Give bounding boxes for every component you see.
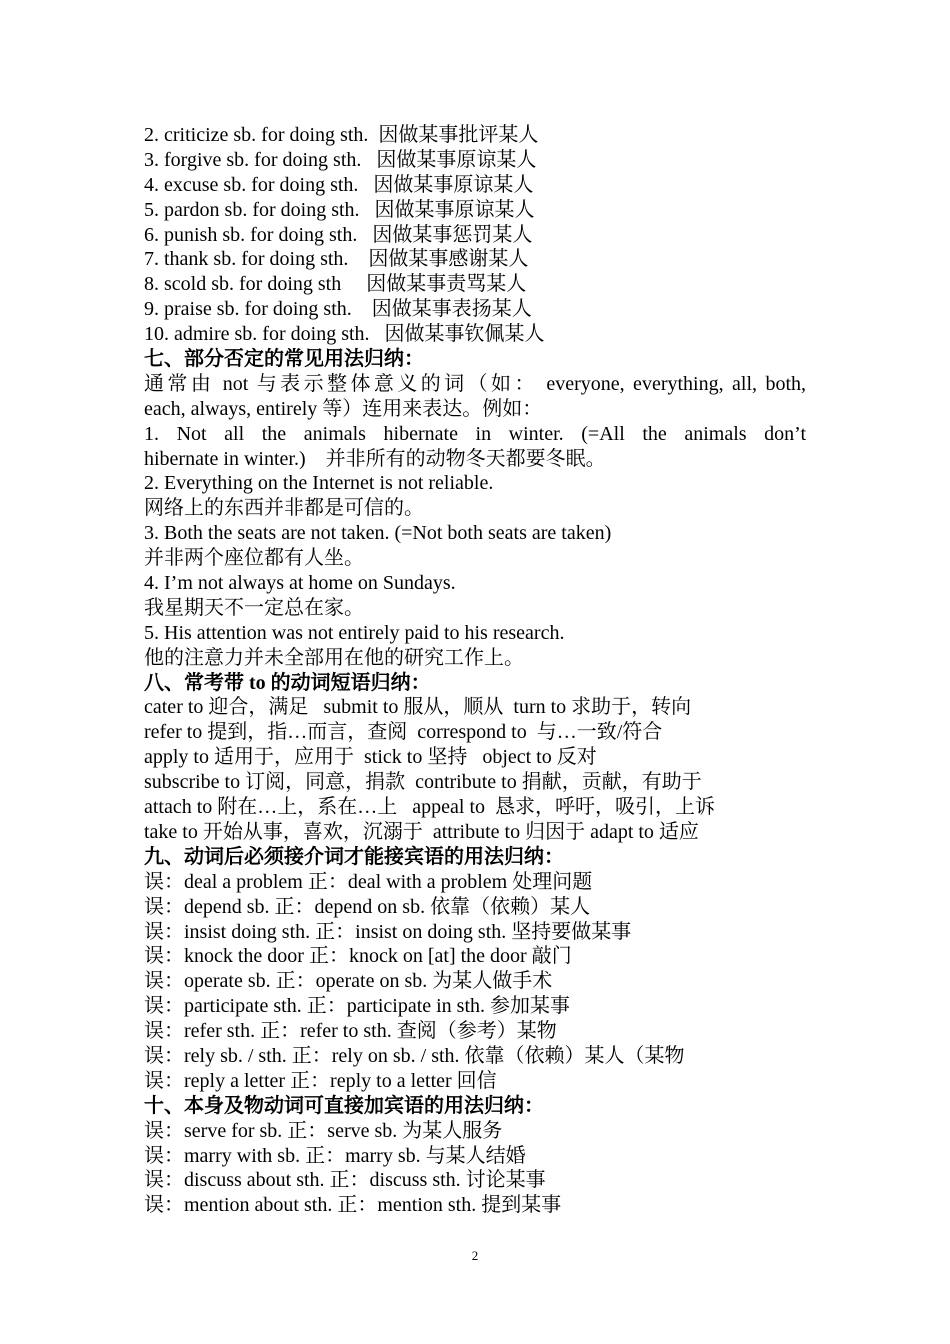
text-line: hibernate in winter.) 并非所有的动物冬天都要冬眠。	[144, 447, 606, 470]
text-line: 4. excuse sb. for doing sth. 因做某事原谅某人	[144, 173, 534, 196]
text-line: 误：rely sb. / sth. 正：rely on sb. / sth. 依靠（依赖）某人（某物	[144, 1044, 685, 1067]
section-heading: 九、动词后必须接介词才能接宾语的用法归纳：	[144, 845, 564, 868]
text-line: apply to 适用于，应用于 stick to 坚持 object to 反对	[144, 746, 597, 769]
text-line: 误：reply a letter 正：reply to a letter 回信	[144, 1069, 497, 1092]
text-line: 误：operate sb. 正：operate on sb. 为某人做手术	[144, 970, 553, 993]
text-line: 8. scold sb. for doing sth 因做某事责骂某人	[144, 273, 527, 296]
text-line: 误：marry with sb. 正：marry sb. 与某人结婚	[144, 1144, 526, 1167]
text-line: 误：knock the door 正：knock on [at] the door 敲门	[144, 945, 572, 968]
text-line: 误：participate sth. 正：participate in sth. 参加某事	[144, 995, 571, 1018]
text-line: 3. forgive sb. for doing sth. 因做某事原谅某人	[144, 148, 537, 171]
text-line: 我星期天不一定总在家。	[144, 596, 364, 619]
text-line: 误：discuss about sth. 正：discuss sth. 讨论某事	[144, 1169, 546, 1192]
text-line: cater to 迎合，满足 submit to 服从，顺从 turn to 求助于，转向	[144, 696, 692, 719]
section-heading: 十、本身及物动词可直接加宾语的用法归纳：	[144, 1094, 544, 1117]
text-line: 误：refer sth. 正：refer to sth. 查阅（参考）某物	[144, 1020, 557, 1043]
text-line: 5. pardon sb. for doing sth. 因做某事原谅某人	[144, 198, 535, 221]
text-line: 误：deal a problem 正：deal with a problem 处理问题	[144, 870, 593, 893]
text-line: attach to 附在…上，系在…上 appeal to 恳求，呼吁，吸引，上诉	[144, 796, 716, 819]
text-line: subscribe to 订阅，同意，捐款 contribute to 捐献，贡献，有助于	[144, 771, 702, 794]
text-line: 3. Both the seats are not taken. (=Not both seats are taken)	[144, 522, 612, 545]
text-line: 1. Not all the animals hibernate in winter. (=All the animals don’t	[144, 422, 806, 445]
text-line: 2. Everything on the Internet is not reliable.	[144, 472, 494, 495]
text-line: 7. thank sb. for doing sth. 因做某事感谢某人	[144, 248, 529, 271]
text-line: 通常由 not 与表示整体意义的词（如： everyone, everything, all, both,	[144, 372, 806, 395]
section-heading: 八、常考带 to 的动词短语归纳：	[144, 671, 431, 694]
page-number: 2	[471, 1248, 479, 1263]
text-line: 误：mention about sth. 正：mention sth. 提到某事	[144, 1194, 562, 1217]
text-line: refer to 提到，指…而言，查阅 correspond to 与…一致/符合	[144, 721, 663, 744]
text-line: 并非两个座位都有人坐。	[144, 547, 364, 570]
text-line: 9. praise sb. for doing sth. 因做某事表扬某人	[144, 298, 532, 321]
document-body	[144, 123, 806, 1218]
text-line: 误：depend sb. 正：depend on sb. 依靠（依赖）某人	[144, 895, 591, 918]
section-heading: 七、部分否定的常见用法归纳：	[144, 348, 424, 371]
text-line: each, always, entirely 等）连用来表达。例如：	[144, 397, 543, 420]
text-line: 他的注意力并未全部用在他的研究工作上。	[144, 646, 524, 669]
text-line: 5. His attention was not entirely paid to his research.	[144, 621, 565, 644]
text-line: 误：insist doing sth. 正：insist on doing sth. 坚持要做某事	[144, 920, 632, 943]
text-line: 4. I’m not always at home on Sundays.	[144, 572, 456, 595]
text-line: 6. punish sb. for doing sth. 因做某事惩罚某人	[144, 223, 533, 246]
text-line: 10. admire sb. for doing sth. 因做某事钦佩某人	[144, 323, 545, 346]
text-line: 网络上的东西并非都是可信的。	[144, 497, 424, 520]
text-line: 误：serve for sb. 正：serve sb. 为某人服务	[144, 1119, 503, 1142]
text-line: take to 开始从事，喜欢，沉溺于 attribute to 归因于 adapt to 适应	[144, 820, 699, 843]
text-line: 2. criticize sb. for doing sth. 因做某事批评某人	[144, 124, 539, 146]
